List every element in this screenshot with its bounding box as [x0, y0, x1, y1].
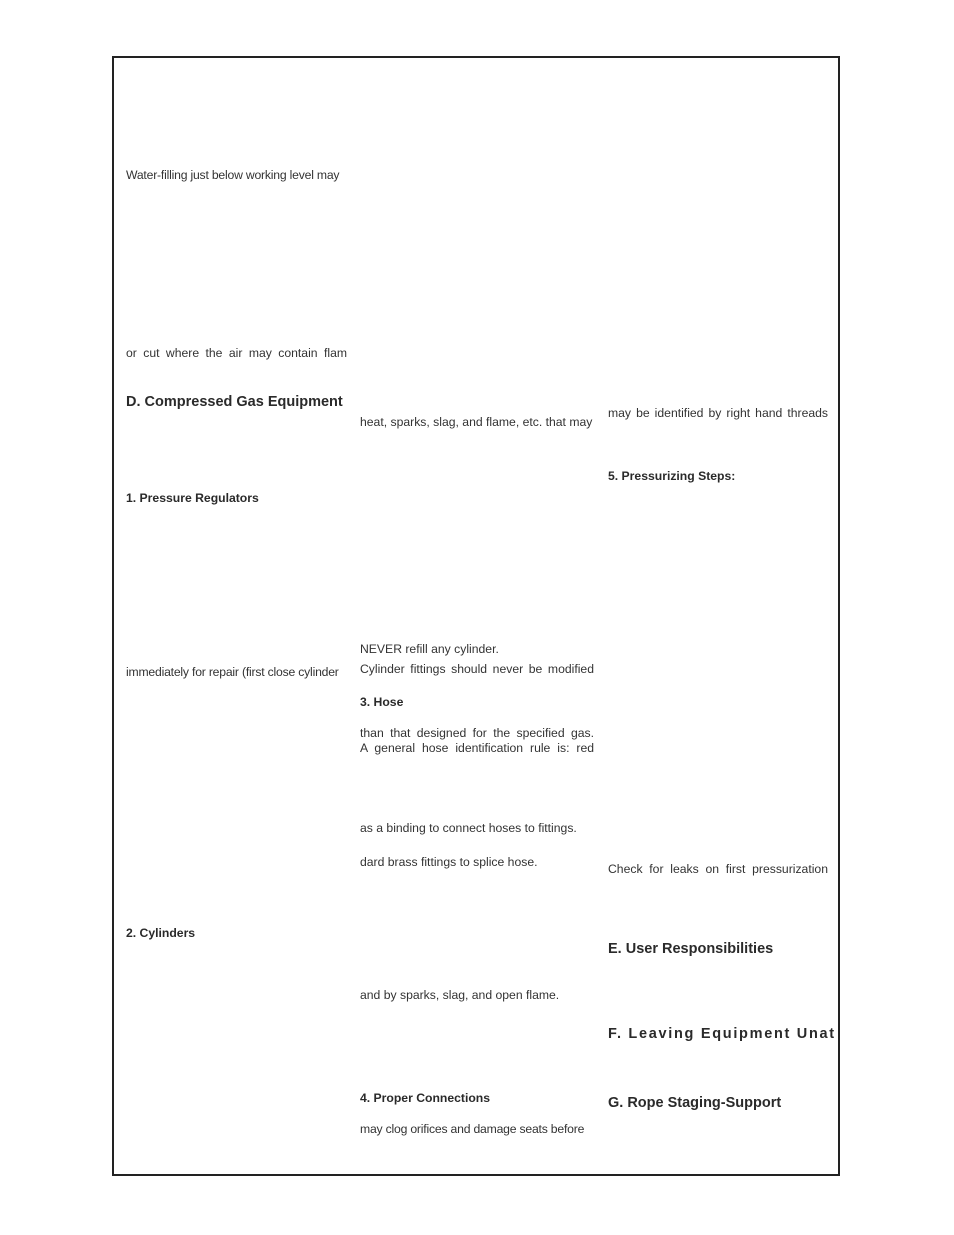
- heading-rope-staging: G. Rope Staging-Support: [608, 1095, 782, 1111]
- heading-pressure-regulators: 1. Pressure Regulators: [126, 491, 259, 505]
- heading-user-responsibilities: E. User Responsibilities: [608, 941, 774, 957]
- text-never-refill: NEVER refill any cylinder.: [360, 642, 499, 656]
- page-frame: [112, 56, 840, 1176]
- text-general-rule: A general hose identification rule is: red: [360, 741, 594, 755]
- heading-pressurizing-steps: 5. Pressurizing Steps:: [608, 469, 736, 483]
- text-or-cut: or cut where the air may contain flam: [126, 346, 347, 360]
- text-sparks-slag: and by sparks, slag, and open flame.: [360, 988, 560, 1002]
- text-check-leaks: Check for leaks on first pressurization: [608, 862, 828, 876]
- text-binding: as a binding to connect hoses to fittings.: [360, 821, 577, 835]
- text-heat-sparks: heat, sparks, slag, and flame, etc. that may: [360, 415, 593, 429]
- text-clog-orifices: may clog orifices and damage seats before: [360, 1122, 585, 1136]
- heading-cylinders: 2. Cylinders: [126, 926, 196, 940]
- text-water-filling: Water-filling just below working level may: [126, 168, 340, 182]
- heading-leaving-equipment: F. Leaving Equipment Unat: [608, 1026, 836, 1042]
- heading-compressed-gas-equipment: D. Compressed Gas Equipment: [126, 394, 343, 410]
- heading-proper-connections: 4. Proper Connections: [360, 1091, 491, 1105]
- text-cylinder-fittings: Cylinder fittings should never be modified: [360, 662, 594, 676]
- text-right-hand: may be identified by right hand threads: [608, 406, 828, 420]
- text-brass-fittings: dard brass fittings to splice hose.: [360, 855, 538, 869]
- text-than-designed: than that designed for the specified gas.: [360, 726, 594, 740]
- heading-hose: 3. Hose: [360, 695, 404, 709]
- text-immediately: immediately for repair (first close cylinder: [126, 665, 339, 679]
